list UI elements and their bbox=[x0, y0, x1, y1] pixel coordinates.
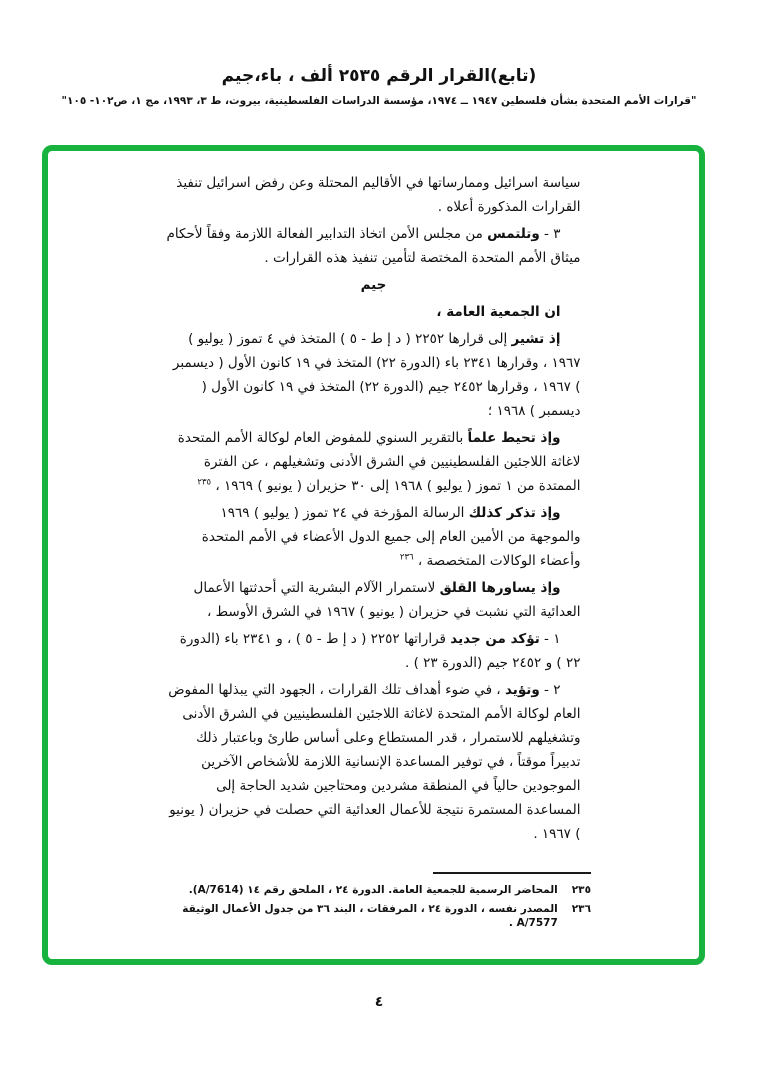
text-run: لاستمرار الآلام البشرية التي أحدثتها الأعمال العدائية التي نشبت في حزيران ( يونيو ) ١٩٦٧ في الشرق الأوسط ، bbox=[193, 580, 581, 620]
text-run: من مجلس الأمن اتخاذ التدابير الفعالة اللازمة وفقاً لأحكام ميثاق الأمم المتحدة المختصة لتأمين تنفيذ هذه القرارات . bbox=[166, 226, 581, 266]
paragraph bbox=[167, 576, 581, 624]
text-run: وإذ تذكر كذلك bbox=[468, 505, 561, 521]
paragraph bbox=[167, 327, 581, 423]
footnote-block bbox=[48, 872, 699, 935]
text-run: ٣ - bbox=[539, 226, 561, 242]
document-body bbox=[167, 171, 581, 846]
footnote-row bbox=[161, 902, 591, 930]
footnotes-list bbox=[48, 883, 699, 930]
paragraph bbox=[167, 300, 581, 324]
footnote-text: المصدر نفسه ، الدورة ٢٤ ، المرفقات ، البند ٣٦ من جدول الأعمال الوثيقة A/7577 . bbox=[182, 903, 558, 929]
text-run: ان الجمعية العامة ، bbox=[436, 304, 561, 320]
page-number: ٤ bbox=[374, 994, 384, 1010]
paragraph bbox=[167, 627, 581, 675]
footnote-row bbox=[161, 883, 591, 897]
footnote-number: ٢٣٦ bbox=[571, 903, 591, 915]
paragraph bbox=[167, 171, 581, 219]
resolution-title: (تابع)القرار الرقم ٢٥٣٥ ألف ، باء،جيم bbox=[221, 66, 537, 86]
text-run: إذ تشير bbox=[511, 331, 561, 347]
text-run: ٢ - bbox=[539, 682, 561, 698]
text-run: سياسة اسرائيل وممارساتها في الأقاليم المحتلة وعن رفض اسرائيل تنفيذ القرارات المذكورة أعلاه . bbox=[176, 175, 581, 215]
footnote-reference: ٢٣٥ bbox=[197, 477, 212, 488]
source-citation: "قرارات الأمم المتحدة بشأن فلسطين ١٩٤٧ ــ ١٩٧٤، مؤسسة الدراسات الفلسطينية، بيروت، ط ٣، ١٩٩٣، مج ١، ص١٠٢- ١٠٥" bbox=[61, 95, 697, 107]
text-run: ، في ضوء أهداف تلك القرارات ، الجهود التي يبذلها المفوض العام لوكالة الأمم المتحدة لاغاثة اللاجئين الفلسطينيين في الشرق الأدنى وتشغيلهم للاستمرار ، قدر المستطاع وعلى أساس طارئ وباعتبار ذلك تدبيراً موقتاً ، في توفير المساعدة الإنسانية اللازمة للأشخاص الآخرين الموجودين حالياً في المنطقة مشردين ومحتاجين شديد الحاجة إلى المساعدة المستمرة نتيجة للأعمال العدائية التي حصلت في حزيران ( يونيو ) ١٩٦٧ . bbox=[168, 682, 581, 842]
footnote-separator bbox=[433, 872, 591, 874]
page-header bbox=[0, 66, 758, 107]
text-run: قراراتها ٢٢٥٢ ( د إ ط - ٥ ) ، و ٢٣٤١ باء (الدورة ٢٢ ) و ٢٤٥٢ جيم (الدورة ٢٣ ) . bbox=[179, 631, 581, 671]
text-run: ١ - bbox=[539, 631, 561, 647]
text-run: جيم bbox=[360, 277, 387, 293]
paragraph bbox=[167, 426, 581, 498]
paragraph bbox=[167, 501, 581, 573]
text-run: بالتقرير السنوي للمفوض العام لوكالة الأمم المتحدة لاغاثة اللاجئين الفلسطينيين في الشرق الأدنى وتشغيلهم ، عن الفترة الممتدة من ١ تموز ( يوليو ) ١٩٦٨ إلى ٣٠ حزيران ( يونيو ) ١٩٦٩ ، bbox=[177, 430, 581, 494]
text-run: إلى قرارها ٢٢٥٢ ( د إ ط - ٥ ) المتخذ في ٤ تموز ( يوليو ) ١٩٦٧ ، وقرارها ٢٣٤١ باء (الدورة ٢٢) المتخذ في ١٩ كانون الأول ( ديسمبر ) ١٩٦٧ ، وقرارها ٢٤٥٢ جيم (الدورة ٢٢) المتخذ في ١٩ كانون الأول ( ديسمبر ) ١٩٦٨ ؛ bbox=[172, 331, 581, 419]
paragraph bbox=[167, 678, 581, 846]
footnote-reference: ٢٣٦ bbox=[399, 552, 414, 563]
section-heading bbox=[167, 273, 581, 297]
paragraph bbox=[167, 222, 581, 270]
text-run: وتؤيد bbox=[504, 682, 540, 698]
text-run: وإذ يساورها القلق bbox=[439, 580, 561, 596]
footnote-text: المحاضر الرسمية للجمعية العامة. الدورة ٢٤ ، الملحق رقم ١٤ (A/7614). bbox=[188, 884, 558, 896]
footnote-number: ٢٣٥ bbox=[571, 884, 591, 896]
text-run: الرسالة المؤرخة في ٢٤ تموز ( يوليو ) ١٩٦٩ والموجهة من الأمين العام إلى جميع الدول الأعضاء في الأمم المتحدة وأعضاء الوكالات المتخصصة ، bbox=[201, 505, 581, 569]
highlight-border-box bbox=[42, 145, 705, 965]
text-run: وتلتمس bbox=[487, 226, 540, 242]
text-run: وإذ تحيط علماً bbox=[467, 430, 561, 446]
text-run: تؤكد من جديد bbox=[450, 631, 540, 647]
